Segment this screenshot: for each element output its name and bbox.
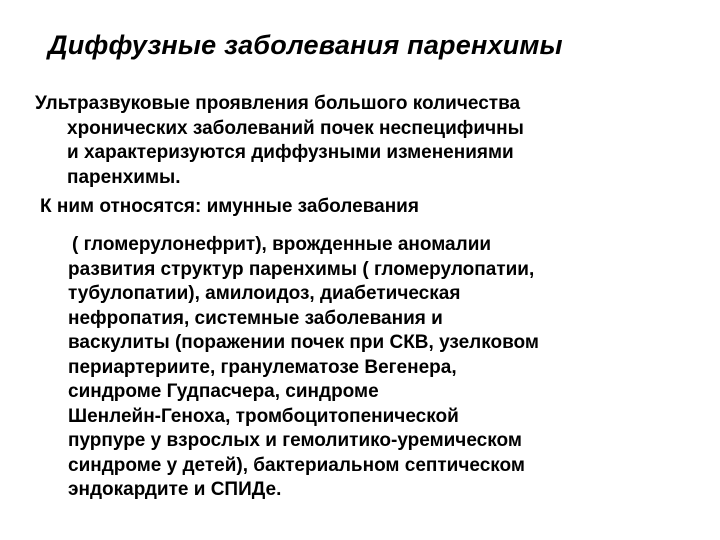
paragraph-line: развития структур паренхимы ( гломерулопатии, bbox=[68, 258, 535, 280]
paragraph-line: эндокардите и СПИДе. bbox=[68, 479, 282, 500]
paragraph-line: синдроме у детей), бактериальном септическом bbox=[68, 454, 525, 476]
paragraph-line: и характеризуются диффузными изменениями bbox=[67, 142, 514, 163]
paragraph-line: Ультразвуковые проявления большого количества bbox=[35, 93, 521, 114]
paragraph-line: К ним относятся: имунные заболевания bbox=[40, 196, 419, 217]
slide-title: Диффузные заболевания паренхимы bbox=[48, 30, 563, 60]
paragraph-line: Шенлейн-Геноха, тромбоцитопенической bbox=[68, 405, 459, 427]
paragraph-line: нефропатия, системные заболевания и bbox=[68, 307, 443, 329]
paragraph-line: синдроме Гудпасчера, синдроме bbox=[68, 381, 379, 402]
paragraph-line: паренхимы. bbox=[67, 166, 181, 188]
paragraph-ultrasound bbox=[35, 92, 524, 190]
paragraph-line: пурпуре у взрослых и гемолитико-уремическом bbox=[68, 430, 522, 451]
paragraph-line: хронических заболеваний почек неспецифичны bbox=[67, 117, 524, 139]
paragraph-line: периартериите, гранулематозе Вегенера, bbox=[68, 356, 457, 378]
paragraph-disease-list bbox=[68, 233, 539, 503]
paragraph-includes bbox=[40, 195, 419, 220]
paragraph-line: васкулиты (поражении почек при СКВ, узелковом bbox=[68, 332, 539, 353]
paragraph-line: тубулопатии), амилоидоз, диабетическая bbox=[68, 283, 461, 304]
paragraph-line: ( гломерулонефрит), врожденные аномалии bbox=[72, 234, 492, 255]
